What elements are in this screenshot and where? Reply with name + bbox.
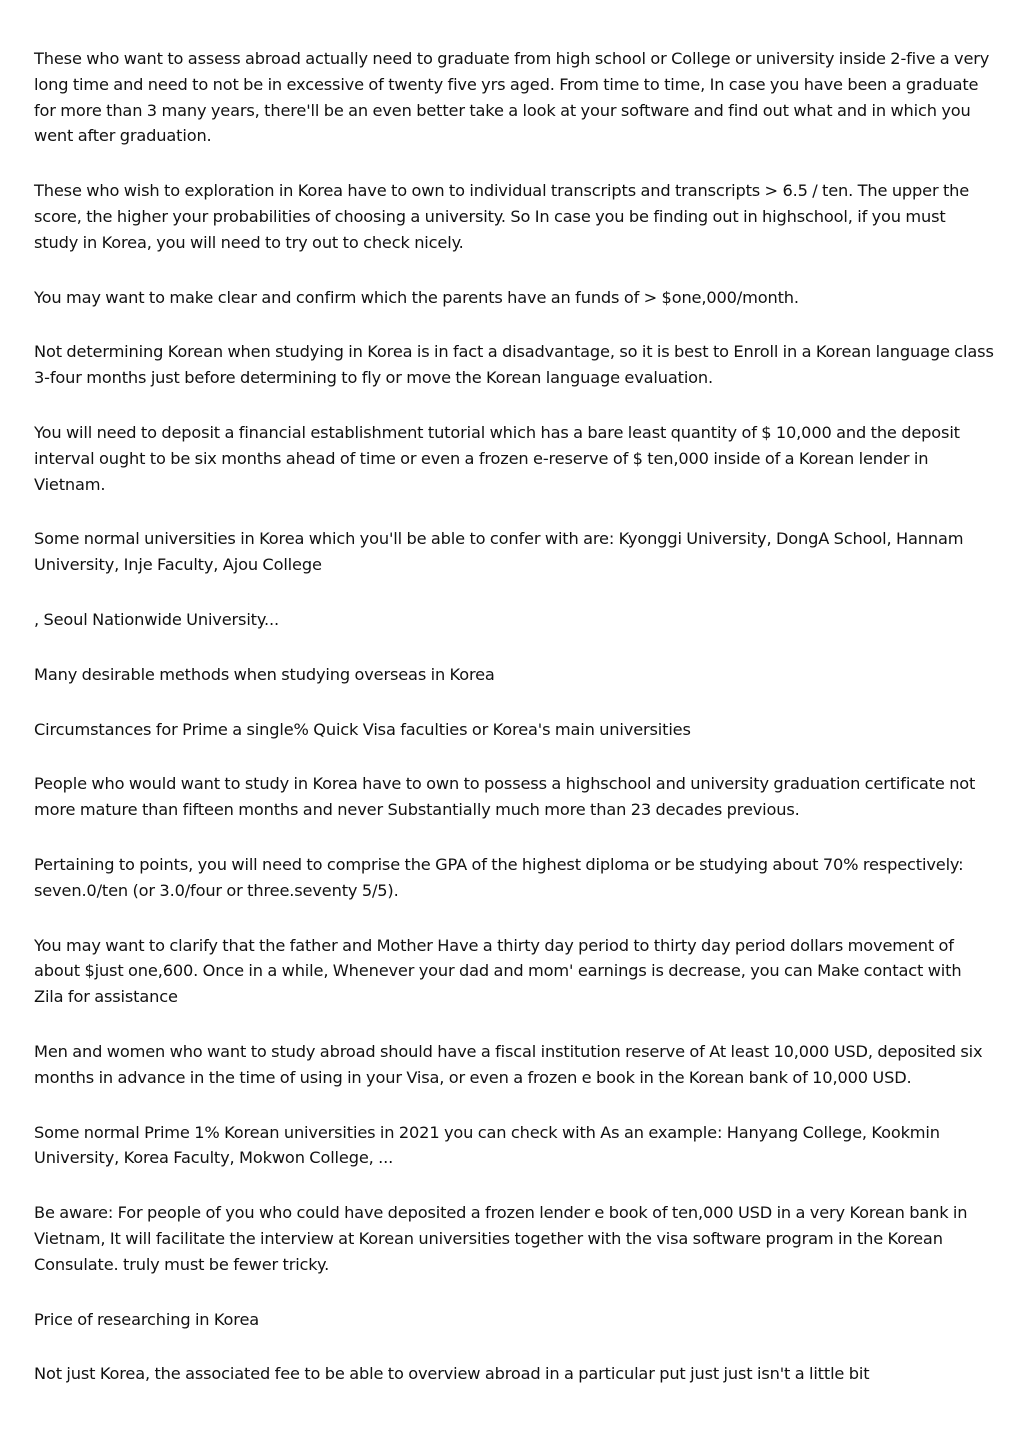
paragraph: Pertaining to points, you will need to comprise the GPA of the highest diploma or be studying about 70% respectively: seven.0/ten (or 3.0/four or three.seventy 5/5).: [34, 854, 964, 900]
paragraph: Not determining Korean when studying in Korea is in fact a disadvantage, so it is best to Enroll in a Korean language class 3-four months just before determining to fly or move the Korean language evaluation.: [34, 342, 994, 388]
paragraph: Some normal universities in Korea which you'll be able to confer with are: Kyonggi University, DongA School, Hannam University, Inje Faculty, Ajou College: [34, 529, 964, 575]
paragraph: These who wish to exploration in Korea have to own to individual transcripts and transcripts > 6.5 / ten. The upper the score, the higher your probabilities of choosing a university. So In case you be finding out in highschool, if you must study in Korea, you will need to try out to check nicely.: [34, 181, 970, 252]
section-heading: Many desirable methods when studying overseas in Korea: [34, 664, 495, 684]
paragraph: These who want to assess abroad actually need to graduate from high school or College or university inside 2-five a very long time and need to not be in excessive of twenty five yrs aged. From time to time, In case you have been a graduate for more than 3 many years, there'll be an even better take a look at your software and find out what and in which you went after graduation.: [34, 49, 990, 146]
paragraph: People who would want to study in Korea have to own to possess a highschool and university graduation certificate not more mature than fifteen months and never Substantially much more than 23 decades previous.: [34, 774, 976, 820]
section-heading: Circumstances for Prime a single% Quick Visa faculties or Korea's main universities: [34, 719, 691, 739]
paragraph: You will need to deposit a financial establishment tutorial which has a bare least quantity of $ 10,000 and the deposit interval ought to be six months ahead of time or even a frozen e-reserve of $ ten,000 inside of a Korean lender in Vietnam.: [34, 422, 960, 494]
paragraph: Some normal Prime 1% Korean universities in 2021 you can check with As an example: Hanyang College, Kookmin University, Korea Faculty, Mokwon College, ...: [34, 1122, 940, 1168]
section-heading: Price of researching in Korea: [34, 1309, 260, 1329]
paragraph: You may want to make clear and confirm which the parents have an funds of > $one,000/month.: [34, 287, 799, 307]
paragraph: , Seoul Nationwide University...: [34, 609, 279, 629]
paragraph: Not just Korea, the associated fee to be able to overview abroad in a particular put just just isn't a little bit: [34, 1364, 870, 1384]
paragraph: Men and women who want to study abroad should have a fiscal institution reserve of At least 10,000 USD, deposited six months in advance in the time of using in your Visa, or even a frozen e book in the Korean bank of 10,000 USD.: [34, 1041, 983, 1087]
paragraph: You may want to clarify that the father and Mother Have a thirty day period to thirty day period dollars movement of about $just one,600. Once in a while, Whenever your dad and mom' earnings is decrease, you can Make contact with Zila for assistance: [34, 935, 962, 1007]
paragraph: Be aware: For people of you who could have deposited a frozen lender e book of ten,000 USD in a very Korean bank in Vietnam, It will facilitate the interview at Korean universities together with the visa software program in the Korean Consulate. truly must be fewer tricky.: [34, 1203, 968, 1274]
document-body: [34, 46, 994, 1416]
